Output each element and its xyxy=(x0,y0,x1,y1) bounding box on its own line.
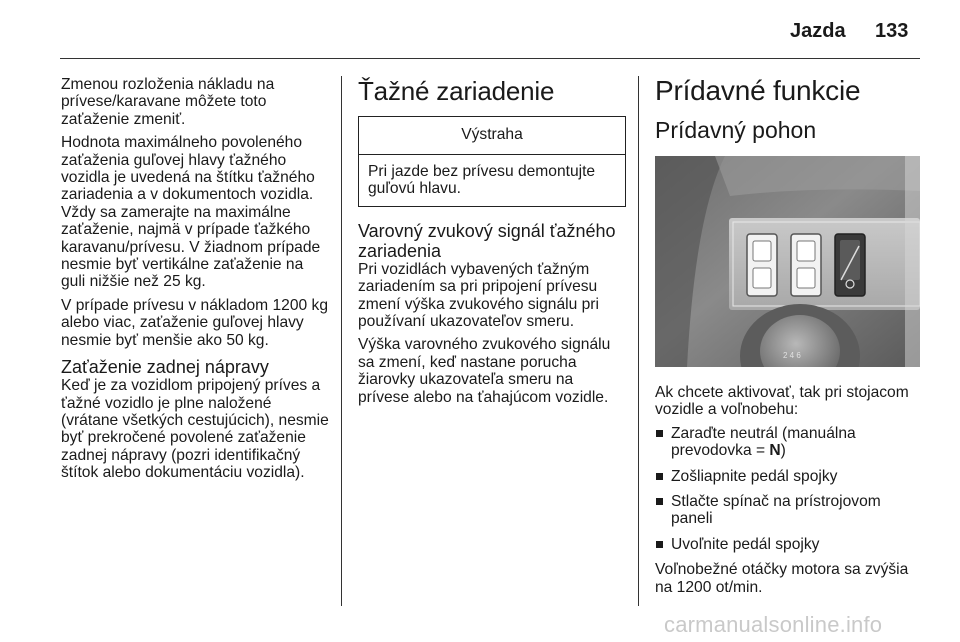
list-item: Zošliapnite pedál spojky xyxy=(655,468,923,485)
warning-box xyxy=(358,116,626,207)
paragraph-signal-2: Výška varovného zvukového signálu sa zmení, keď nastane porucha žiarovky ukazovateľa smeru na prívese alebo na ťahajúcom vozidle. xyxy=(358,336,611,406)
bullet-square-icon xyxy=(656,473,663,480)
list-item: Stlačte spínač na prístrojovom paneli xyxy=(655,493,923,528)
heading-warning-signal: Varovný zvukový signál ťažného zariadenia xyxy=(358,220,616,261)
column-1 xyxy=(61,76,329,488)
paragraph-rear-axle: Keď je za vozidlom pripojený príves a ťažné vozidlo je plne naložené (vrátane všetkých cestujúcich), nesmie byť prekročené povolené zaťaženie zadnej nápravy (pozri identifikačný štítok alebo dokumentáciu vozidla). xyxy=(61,377,329,482)
heading-towing-device: Ťažné zariadenie xyxy=(358,76,555,106)
list-item: Zaraďte neutrál (manuálna prevodovka = N) xyxy=(655,425,923,460)
page-header xyxy=(0,0,960,60)
page-number: 133 xyxy=(875,20,909,42)
warning-text: Pri jazde bez prívesu demontujte guľovú hlavu. xyxy=(368,163,596,198)
paragraph-load-change: Zmenou rozloženia nákladu na prívese/karavane môžete toto zaťaženie zmeniť. xyxy=(61,76,275,128)
heading-power-take-off: Prídavný pohon xyxy=(655,117,817,143)
paragraph-activation: Ak chcete aktivovať, tak pri stojacom vozidle a voľnobehu: xyxy=(655,384,909,419)
list-item: Uvoľnite pedál spojky xyxy=(655,536,923,553)
gear-knob-digits: 2 4 6 xyxy=(783,351,801,360)
bullet-square-icon xyxy=(656,541,663,548)
bullet-square-icon xyxy=(656,498,663,505)
column-3 xyxy=(655,76,923,602)
paragraph-heavy-trailer: V prípade prívesu v nákladom 1200 kg alebo viac, zaťaženie guľovej hlavy nesmie byť menšie ako 50 kg. xyxy=(61,296,328,349)
warning-title: Výstraha xyxy=(359,117,625,155)
paragraph-max-load: Hodnota maximálneho povoleného zaťaženia guľovej hlavy ťažného vozidla je uvedená na štítku ťažného zariadenia a v dokumentoch vozidla. Vždy sa zamerajte na maximálne zaťaženie, najmä v prípade ťažkého karavanu/prívesu. V žiadnom prípade nesmie byť vertikálne zaťaženie na guli nižšie než 25 kg. xyxy=(61,134,321,291)
paragraph-signal-1: Pri vozidlách vybavených ťažným zariadením sa pri pripojení prívesu zmení výška zvukového signálu pri používaní ukazovateľov smeru. xyxy=(358,260,599,331)
header-title: Jazda xyxy=(790,20,846,42)
instruction-list xyxy=(655,425,923,553)
bullet-square-icon xyxy=(656,430,663,437)
heading-rear-axle: Zaťaženie zadnej nápravy xyxy=(61,357,269,378)
column-divider-1 xyxy=(341,76,342,606)
watermark: carmanualsonline.info xyxy=(664,612,883,637)
column-divider-2 xyxy=(638,76,639,606)
column-2 xyxy=(358,76,626,412)
paragraph-idle-speed: Voľnobežné otáčky motora sa zvýšia na 1200 ot/min. xyxy=(655,561,909,596)
dashboard-switch-photo xyxy=(655,156,920,367)
header-rule xyxy=(60,58,920,59)
heading-additional-functions: Prídavné funkcie xyxy=(655,75,861,106)
